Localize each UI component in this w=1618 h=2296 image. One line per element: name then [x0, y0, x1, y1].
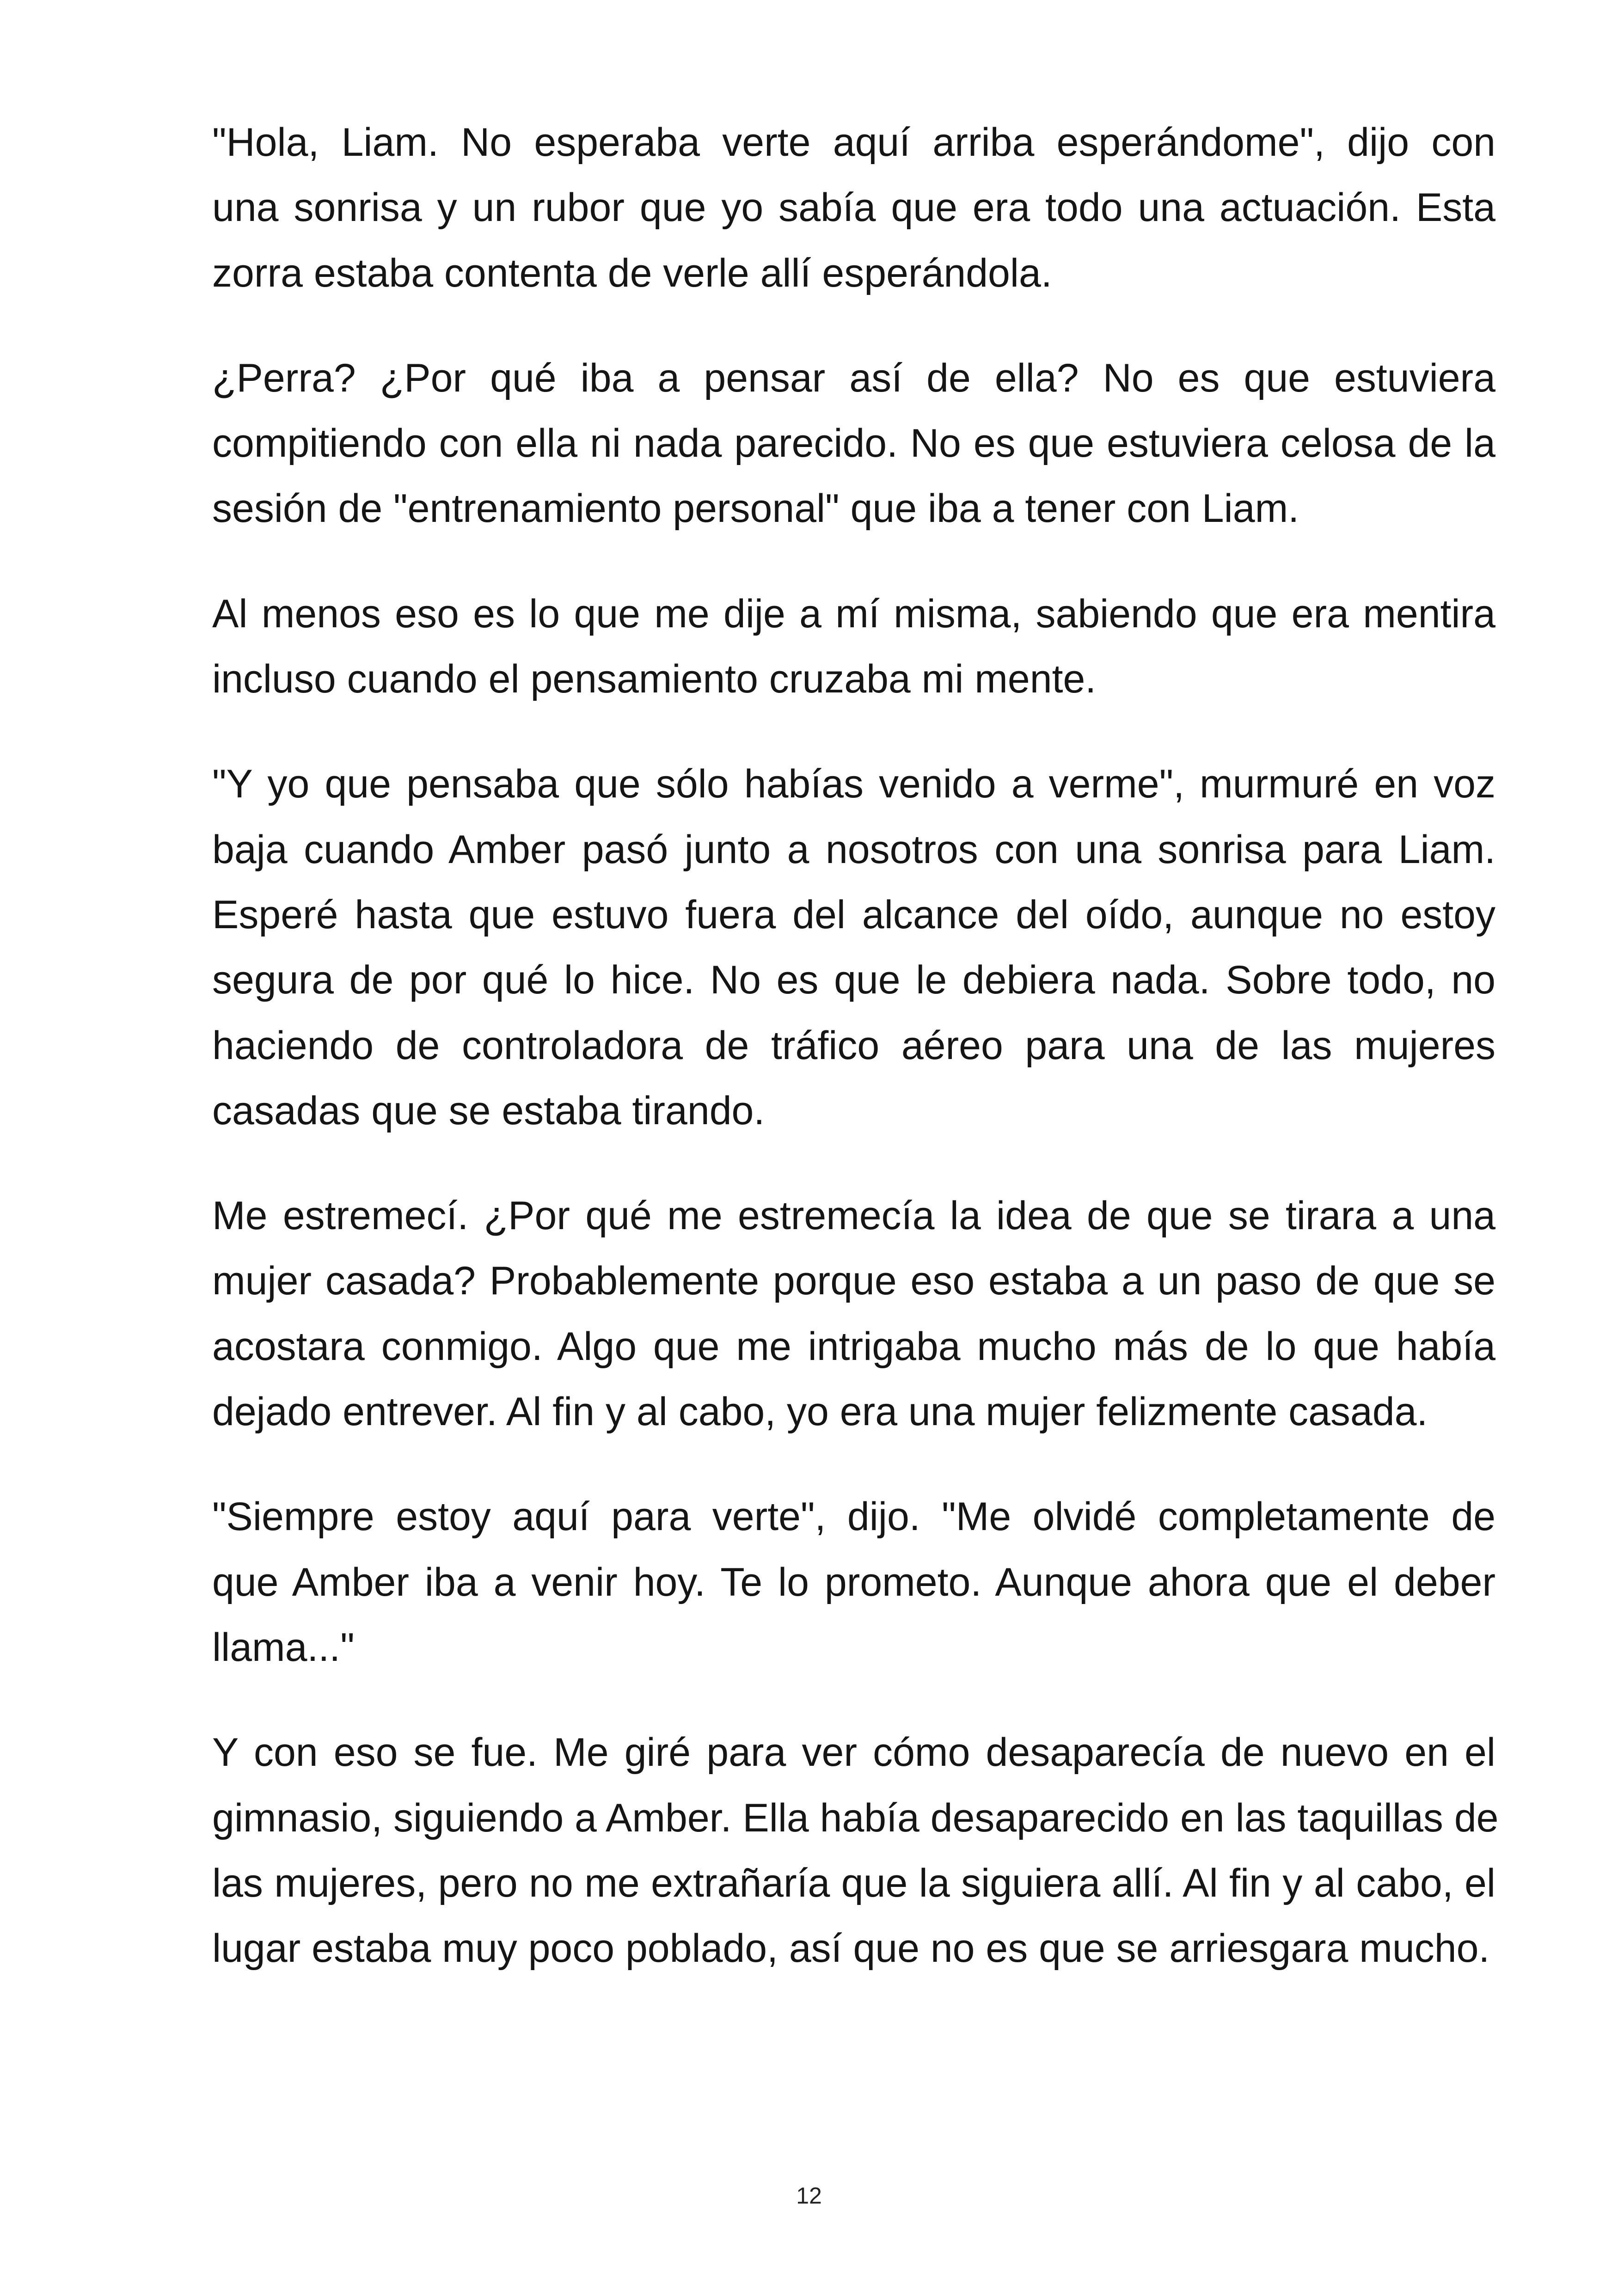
text-line: casadas que se estaba tirando.: [212, 1088, 765, 1133]
page-number: 12: [796, 2183, 822, 2209]
text-line: zorra estaba contenta de verle allí esperándola.: [212, 251, 1052, 295]
paragraph-6: [164, 1484, 1495, 1680]
paragraph-5: [164, 1183, 1495, 1445]
text-line: mujer casada? Probablemente porque eso estaba a un paso de que se: [212, 1259, 1495, 1304]
text-line: haciendo de controladora de tráfico aéreo para una de las mujeres: [212, 1023, 1495, 1068]
text-line: Esperé hasta que estuvo fuera del alcance del oído, aunque no estoy: [212, 892, 1495, 937]
text-line: gimnasio, siguiendo a Amber. Ella había desaparecido en las taquillas de: [212, 1795, 1499, 1840]
text-line: ¿Perra? ¿Por qué iba a pensar así de ella? No es que estuviera: [212, 355, 1495, 400]
text-line: Me estremecí. ¿Por qué me estremecía la idea de que se tirara a una: [212, 1194, 1495, 1238]
text-line: una sonrisa y un rubor que yo sabía que era todo una actuación. Esta: [212, 185, 1495, 230]
paragraph-2: [164, 346, 1495, 542]
text-line: dejado entrever. Al fin y al cabo, yo era una mujer felizmente casada.: [212, 1390, 1428, 1434]
paragraph-3: [164, 582, 1495, 712]
text-line: baja cuando Amber pasó junto a nosotros con una sonrisa para Liam.: [212, 827, 1495, 872]
text-line: compitiendo con ella ni nada parecido. No es que estuviera celosa de la: [212, 421, 1495, 466]
text-line: lugar estaba muy poco poblado, así que no es que se arriesgara mucho.: [212, 1926, 1490, 1971]
text-line: las mujeres, pero no me extrañaría que la siguiera allí. Al fin y al cabo, el: [212, 1861, 1495, 1905]
text-line: sesión de "entrenamiento personal" que iba a tener con Liam.: [212, 486, 1299, 531]
text-line: Y con eso se fue. Me giré para ver cómo desaparecía de nuevo en el: [212, 1730, 1495, 1775]
paragraph-1: [164, 110, 1495, 306]
text-line: acostara conmigo. Algo que me intrigaba mucho más de lo que había: [212, 1324, 1495, 1369]
text-line: que Amber iba a venir hoy. Te lo prometo. Aunque ahora que el deber: [212, 1560, 1495, 1604]
text-line: segura de por qué lo hice. No es que le debiera nada. Sobre todo, no: [212, 958, 1495, 1003]
paragraph-7: [164, 1720, 1499, 1981]
text-line: incluso cuando el pensamiento cruzaba mi mente.: [212, 657, 1097, 702]
paragraph-4: [164, 752, 1495, 1144]
body-text: [164, 110, 1499, 2021]
text-line: Al menos eso es lo que me dije a mí misma, sabiendo que era mentira: [212, 591, 1495, 636]
text-line: "Hola, Liam. No esperaba verte aquí arriba esperándome", dijo con: [212, 120, 1495, 165]
text-line: "Y yo que pensaba que sólo habías venido a verme", murmuré en voz: [212, 762, 1495, 807]
text-line: "Siempre estoy aquí para verte", dijo. "Me olvidé completamente de: [212, 1494, 1495, 1539]
text-line: llama...": [212, 1625, 355, 1670]
